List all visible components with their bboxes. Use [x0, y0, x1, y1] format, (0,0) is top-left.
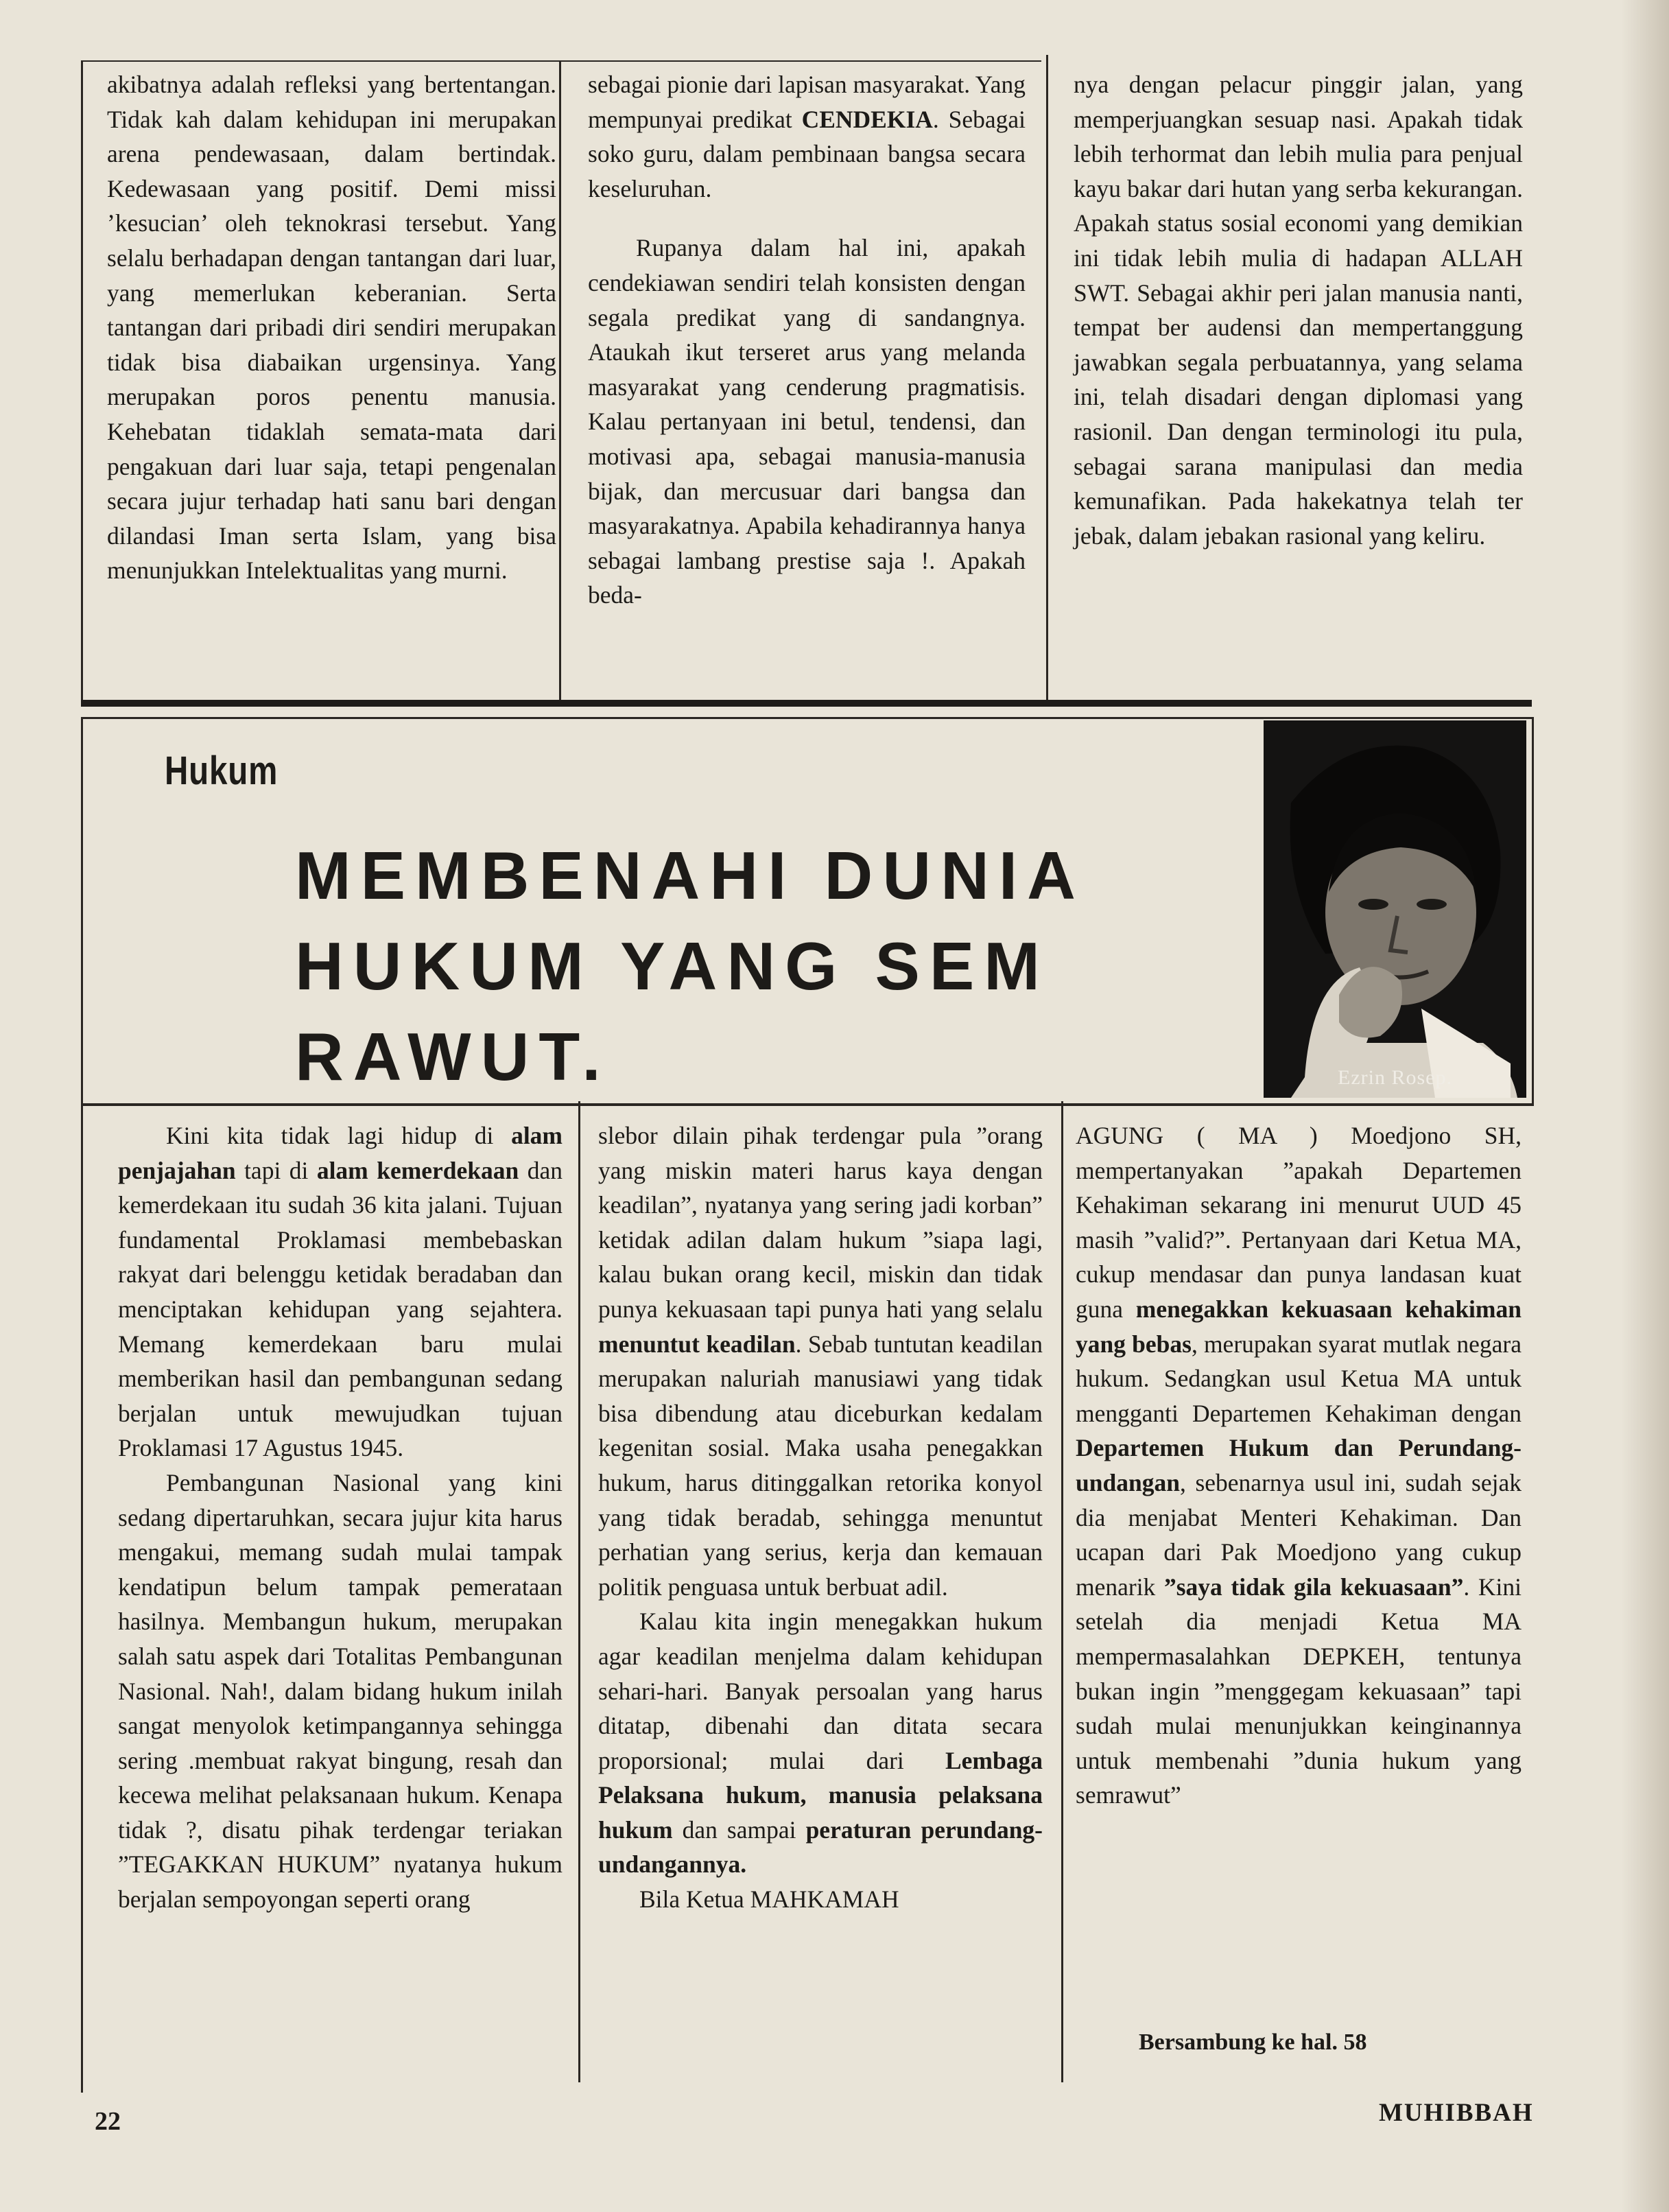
top-column-2-para-1: sebagai pionie dari lapisan masyarakat. Yang mempunyai predikat CENDEKIA. Sebagai soko guru, dalam pembinaan bangsa secara keseluruhan. [588, 71, 1026, 202]
section-label: Hukum [165, 749, 279, 793]
top-column-1-text: akibatnya adalah refleksi yang bertentangan. Tidak kah dalam kehidupan ini merupakan arena pendewasaan, dalam bertindak. Kedewasaan yang positif. Demi missi ’kesucian’ oleh teknokrasi tersebut. Yang selalu berhadapan dengan tantangan dari luar, yang memerlukan keberanian. Serta tantangan dari pribadi diri sendiri merupakan tidak bisa diabaikan urgensinya. Yang merupakan poros penentu manusia. Kehebatan tidaklah semata-mata dari pengakuan dari luar saja, tetapi pengenalan secara jujur terhadap hati sanu bari dengan dilandasi Iman serta Islam, yang bisa menunjukkan Intelektualitas yang murni. [107, 71, 556, 585]
article-column-3 [1076, 1118, 1522, 1813]
article-column-1-para-1: Kini kita tidak lagi hidup di alam penjajahan tapi di alam kemerdekaan dan kemerdekaan itu sudah 36 kita jalani. Tujuan fundamental Proklamasi membebaskan rakyat dari belenggu ketidak beradaban dan menciptakan kehidupan yang sejahtera. Memang kemerdekaan baru mulai memberikan hasil dan pembangunan sedang berjalan untuk mewujudkan tujuan Proklamasi 17 Agustus 1945. [118, 1122, 563, 1462]
article-column-2-para-1: slebor dilain pihak terdengar pula ”orang yang miskin materi harus kaya dengan keadilan”, nyatanya yang sering jadi korban” ketidak adilan dalam hukum ”siapa lagi, kalau bukan orang kecil, miskin dan tidak punya kekuasaan tapi punya hati yang selalu menuntut keadilan. Sebab tuntutan keadilan merupakan naluriah manusiawi yang tidak bisa dibendung atau diceburkan kedalam kegenitan sosial. Maka usaha penegakkan hukum, harus ditinggalkan retorika konyol yang tidak beradab, sehingga menuntut perhatian yang serius, kerja dan kemauan politik penguasa untuk berbuat adil. [598, 1122, 1043, 1601]
article-column-1 [118, 1118, 563, 1917]
article-column-2 [598, 1118, 1043, 1917]
top-column-2-para-2: Rupanya dalam hal ini, apakah cendekiawan sendiri telah konsisten dengan segala predikat yang di sandangnya. Ataukah ikut terseret arus yang melanda masyarakat yang cenderung pragmatisis. Kalau pertanyaan ini betul, tendensi, dan motivasi apa, sebagai manusia-manusia bijak, dan mercusuar dari bangsa dan masyarakatnya. Apabila kehadirannya hanya sebagai lambang prestise saja !. Apakah beda- [588, 234, 1026, 609]
article-left-border [81, 1101, 83, 2093]
article-column-2-para-2: Kalau kita ingin menegakkan hukum agar keadilan menjelma dalam kehidupan sehari-hari. Banyak persoalan yang harus ditatap, dibenahi dan ditata secara proporsional; mulai dari Lembaga Pelaksana hukum, manusia pelaksana hukum dan sampai peraturan perundang-undangannya. [598, 1608, 1043, 1879]
top-column-3 [1074, 67, 1523, 553]
article-divider-1 [578, 1101, 580, 2082]
column-divider-2 [1046, 55, 1048, 700]
author-photo [1264, 720, 1526, 1098]
page-number: 22 [95, 2107, 121, 2136]
section-divider-rule [81, 700, 1532, 707]
top-left-border [81, 60, 83, 700]
top-column-2 [588, 67, 1026, 613]
top-rule [81, 60, 1041, 62]
cendekia-bold: CENDEKIA [801, 105, 933, 133]
article-headline: MEMBENAHI DUNIA HUKUM YANG SEM RAWUT. [295, 838, 1085, 1094]
column-divider-1 [559, 60, 561, 700]
top-column-1 [107, 67, 556, 588]
page-shadow [1621, 0, 1669, 2212]
continued-note: Bersambung ke hal. 58 [1139, 2029, 1367, 2055]
photo-caption: Ezrin Rosep. [1338, 1066, 1452, 1089]
magazine-name: MUHIBBAH [1379, 2099, 1534, 2127]
article-divider-2 [1061, 1101, 1063, 2082]
article-column-2-para-3: Bila Ketua MAHKAMAH [639, 1885, 899, 1914]
top-column-3-text: nya dengan pelacur pinggir jalan, yang memperjuangkan sesuap nasi. Apakah tidak lebih terhormat dan lebih mulia para penjual kayu bakar dari hutan yang serba kekurangan. Apakah status sosial economi yang demikian ini tidak lebih mulia di hadapan ALLAH SWT. Sebagai akhir peri jalan manusia nanti, tempat ber audensi dan mempertanggung jawabkan segala perbuatannya, yang selama ini, telah disadari dengan diplomasi yang rasionil. Dan dengan terminologi itu pula, sebagai sarana manipulasi dan media kemunafikan. Pada hakekatnya telah ter jebak, dalam jebakan rasional yang keliru. [1074, 71, 1523, 550]
article-column-3-text: AGUNG ( MA ) Moedjono SH, mempertanyakan ”apakah Departemen Kehakiman sekarang ini menurut UUD 45 masih ”valid?”. Pertanyaan dari Ketua MA, cukup mendasar dan punya landasan kuat guna menegakkan kekuasaan kehakiman yang bebas, merupakan syarat mutlak negara hukum. Sedangkan usul Ketua MA untuk mengganti Departemen Kehakiman dengan Departemen Hukum dan Perundang-undangan, sebenarnya usul ini, sudah sejak dia menjabat Menteri Kehakiman. Dan ucapan dari Pak Moedjono yang cukup menarik ”saya tidak gila kekuasaan”. Kini setelah dia menjadi Ketua MA mempermasalahkan DEPKEH, tentunya bukan ingin ”menggegam kekuasaan” tapi sudah mulai menunjukkan keinginannya untuk membenahi ”dunia hukum yang semrawut” [1076, 1122, 1522, 1809]
article-column-1-para-2: Pembangunan Nasional yang kini sedang dipertaruhkan, secara jujur kita harus mengakui, memang sudah mulai tampak kendatipun belum tampak pemerataan hasilnya. Membangun hukum, merupakan salah satu aspek dari Totalitas Pembangunan Nasional. Nah!, dalam bidang hukum inilah sangat menyolok ketimpangannya sehingga sering .membuat rakyat bingung, resah dan kecewa melihat pelaksanaan hukum. Kenapa tidak ?, disatu pihak terdengar teriakan ”TEGAKKAN HUKUM” nyatanya hukum berjalan sempoyongan seperti orang [118, 1468, 563, 1914]
author-portrait-image [1264, 720, 1526, 1098]
